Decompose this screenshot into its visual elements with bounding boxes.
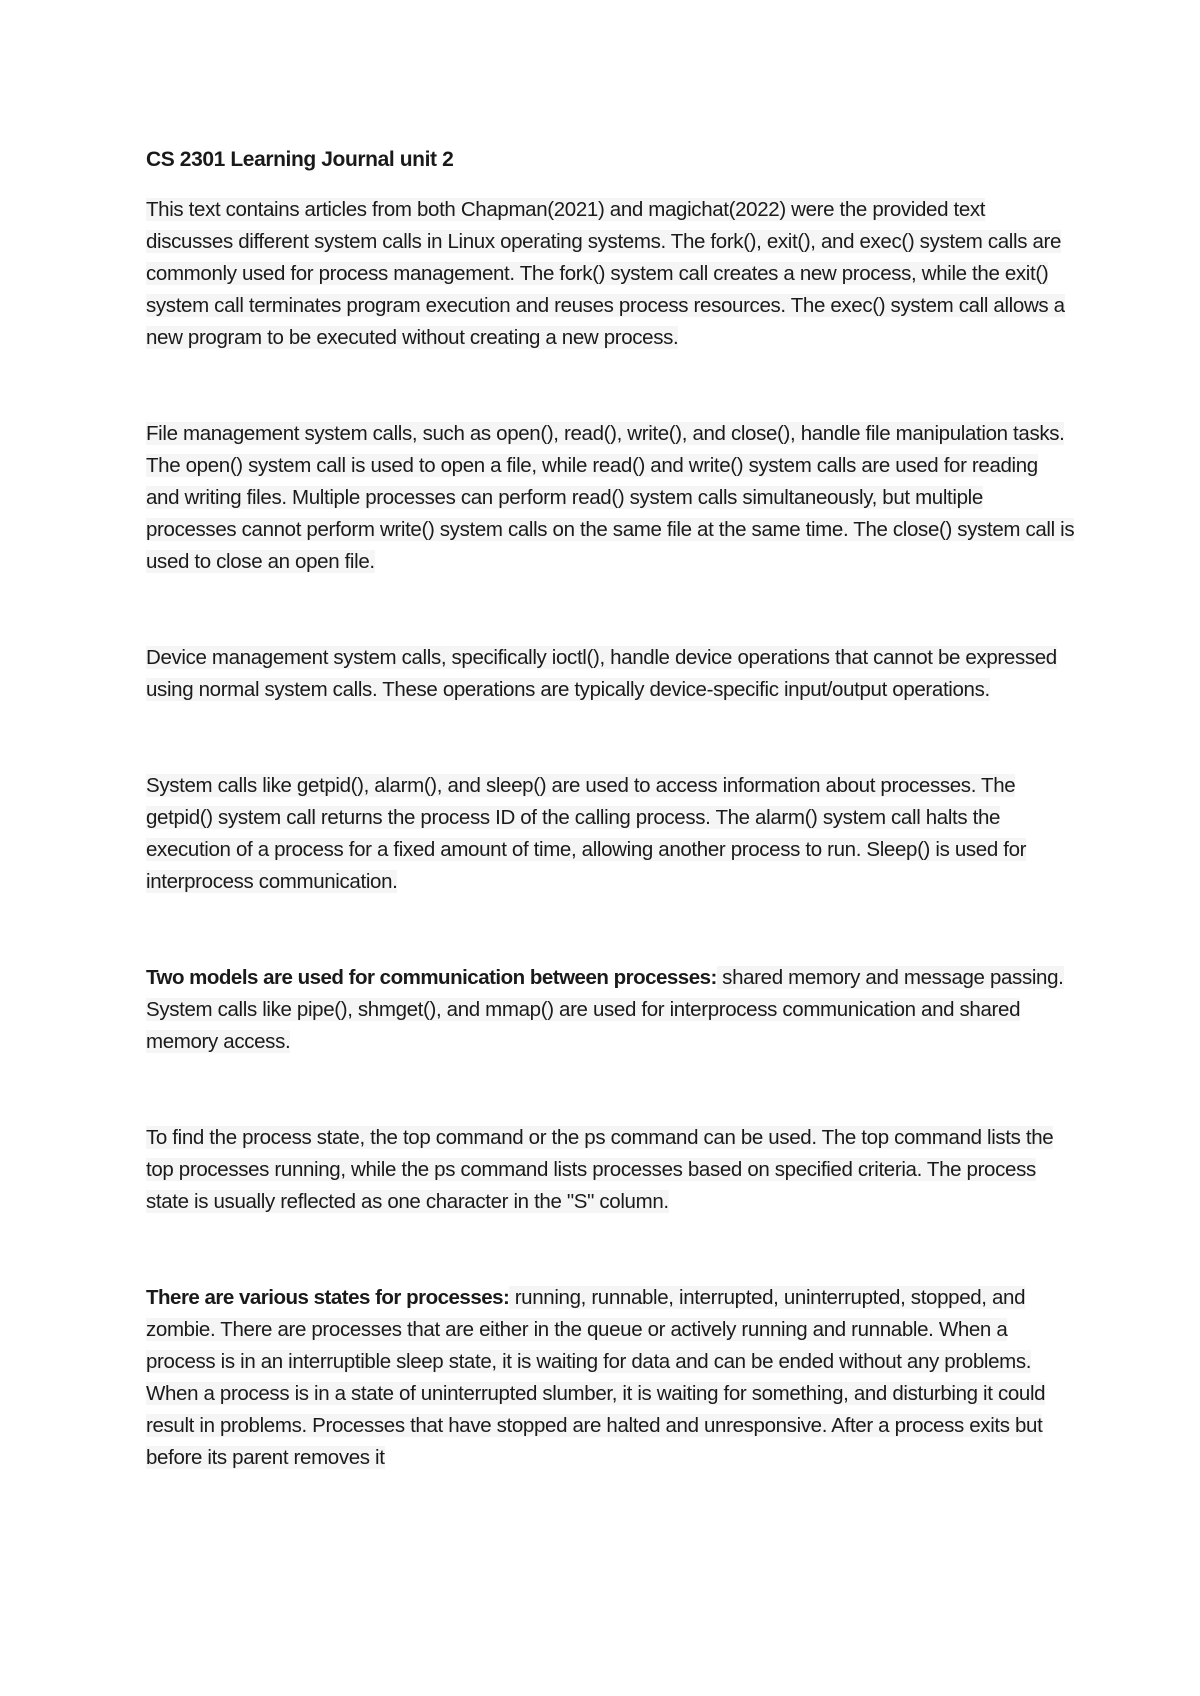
paragraph-device-management	[146, 642, 1076, 706]
paragraph-process-states	[146, 1282, 1076, 1474]
document-body	[146, 144, 1076, 1538]
paragraph-process-state-commands	[146, 1122, 1076, 1218]
paragraph-text: System calls like getpid(), alarm(), and sleep() are used to access information about processes. The getpid() system call returns the process ID of the calling process. The alarm() system call halts the execution of a process for a fixed amount of time, allowing another process to run. Sleep() is used for interprocess communication.	[146, 774, 1027, 893]
paragraph-process-information	[146, 770, 1076, 898]
paragraph-lead: Two models are used for communication between processes:	[146, 966, 717, 989]
paragraph-text: This text contains articles from both Chapman(2021) and magichat(2022) were the provided text discusses different system calls in Linux operating systems. The fork(), exit(), and exec() system calls are commonly used for process management. The fork() system call creates a new process, while the exit() system call terminates program execution and reuses process resources. The exec() system call allows a new program to be executed without creating a new process.	[146, 198, 1065, 349]
paragraph-text: File management system calls, such as open(), read(), write(), and close(), handle file manipulation tasks. The open() system call is used to open a file, while read() and write() system calls are used for reading and writing files. Multiple processes can perform read() system calls simultaneously, but multiple processes cannot perform write() system calls on the same file at the same time. The close() system call is used to close an open file.	[146, 422, 1075, 573]
paragraph-text: running, runnable, interrupted, uninterrupted, stopped, and zombie. There are processes that are either in the queue or actively running and runnable. When a process is in an interruptible sleep state, it is waiting for data and can be ended without any problems. When a process is in a state of uninterrupted slumber, it is waiting for something, and disturbing it could result in problems. Processes that have stopped are halted and unresponsive. After a process exits but before its parent removes it	[146, 1286, 1046, 1469]
paragraph-text: Device management system calls, specifically ioctl(), handle device operations that cannot be expressed using normal system calls. These operations are typically device-specific input/output operations.	[146, 646, 1057, 701]
paragraph-text: To find the process state, the top command or the ps command can be used. The top command lists the top processes running, while the ps command lists processes based on specified criteria. The process state is usually reflected as one character in the "S" column.	[146, 1126, 1054, 1213]
paragraph-text: shared memory and message passing. System calls like pipe(), shmget(), and mmap() are used for interprocess communication and shared memory access.	[146, 966, 1064, 1053]
paragraph-process-management	[146, 194, 1076, 354]
paragraph-lead: There are various states for processes:	[146, 1286, 510, 1309]
paragraph-ipc-models	[146, 962, 1076, 1058]
document-title: CS 2301 Learning Journal unit 2	[146, 148, 454, 171]
paragraph-file-management	[146, 418, 1076, 578]
